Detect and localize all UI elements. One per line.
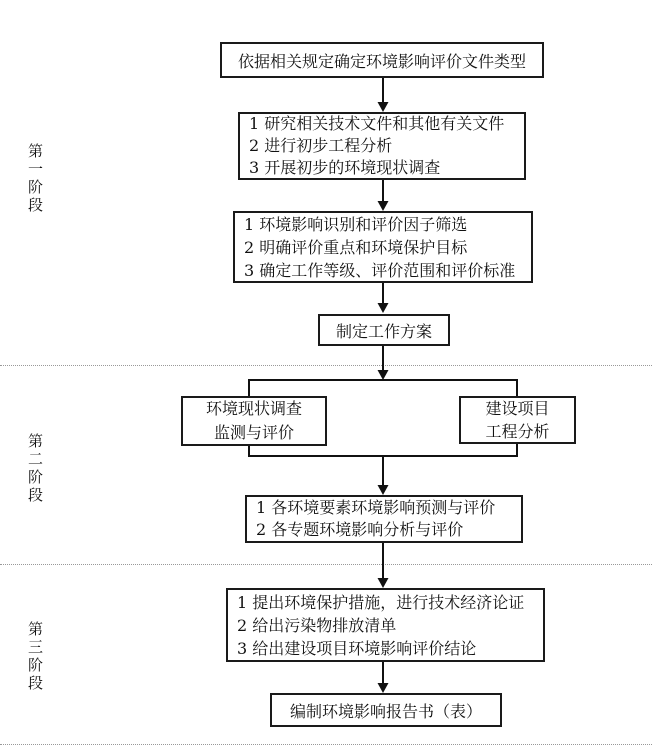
node-impact-prediction-evaluation bbox=[245, 495, 523, 543]
node-impact-identification bbox=[233, 211, 533, 283]
node-line: 1 环境影响识别和评价因子筛选 bbox=[244, 214, 468, 234]
node-line: 1 提出环境保护措施，进行技术经济论证 bbox=[237, 592, 525, 612]
node-line: 3 确定工作等级、评价范围和评价标准 bbox=[244, 260, 516, 280]
node-compile-eia-report bbox=[270, 693, 502, 727]
node-line: 建设项目 bbox=[485, 399, 550, 418]
node-work-plan bbox=[318, 314, 450, 346]
node-line: 2 明确评价重点和环境保护目标 bbox=[244, 237, 468, 257]
node-determine-eia-document-type bbox=[220, 42, 544, 78]
node-line: 1 各环境要素环境影响预测与评价 bbox=[256, 498, 496, 517]
node-protection-measures-conclusions bbox=[226, 588, 545, 662]
node-line: 2 给出污染物排放清单 bbox=[237, 615, 397, 635]
node-line: 3 开展初步的环境现状调查 bbox=[249, 158, 441, 177]
node-environmental-status-survey bbox=[181, 396, 327, 446]
node-line: 1 研究相关技术文件和其他有关文件 bbox=[249, 114, 505, 133]
arrowhead-icon bbox=[378, 102, 389, 112]
arrowhead-icon bbox=[378, 201, 389, 211]
node-line: 2 各专题环境影响分析与评价 bbox=[256, 520, 464, 539]
node-preliminary-research bbox=[238, 112, 526, 180]
node-line: 3 给出建设项目环境影响评价结论 bbox=[237, 638, 477, 658]
node-text: 制定工作方案 bbox=[335, 321, 432, 341]
node-text: 编制环境影响报告书（表） bbox=[289, 701, 482, 721]
node-line: 2 进行初步工程分析 bbox=[249, 136, 393, 155]
node-project-engineering-analysis bbox=[459, 396, 576, 444]
stage-label-3: 第三阶段 bbox=[26, 621, 44, 693]
arrowhead-icon bbox=[378, 485, 389, 495]
stage-label-1: 第一阶段 bbox=[26, 143, 44, 215]
arrowhead-icon bbox=[378, 303, 389, 313]
stage-label-2: 第二阶段 bbox=[26, 433, 44, 505]
node-line: 环境现状调查 bbox=[205, 399, 302, 418]
node-line: 监测与评价 bbox=[213, 423, 294, 442]
node-text: 依据相关规定确定环境影响评价文件类型 bbox=[237, 51, 526, 71]
arrowhead-icon bbox=[378, 683, 389, 693]
arrowhead-icon bbox=[378, 578, 389, 588]
node-line: 工程分析 bbox=[485, 422, 550, 441]
arrowhead-icon bbox=[378, 370, 389, 380]
